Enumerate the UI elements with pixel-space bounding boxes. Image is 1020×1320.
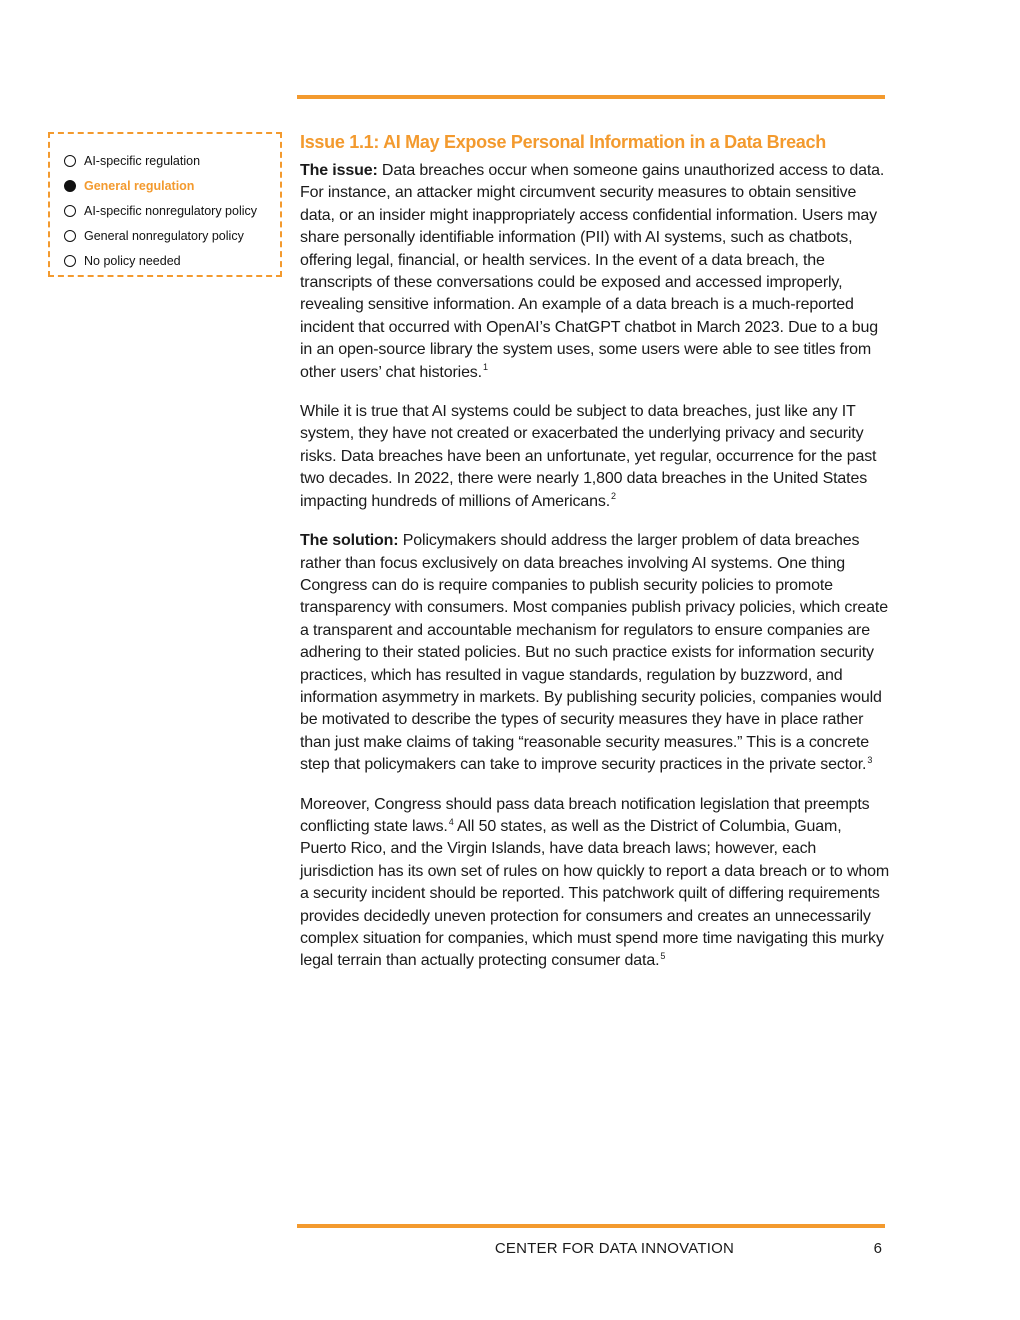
option-label: No policy needed — [84, 253, 181, 268]
preemption-text-b: All 50 states, as well as the District of Columbia, Guam, Puerto Rico, and the Virgin Islands, have data breach laws; however, each jurisdiction has its own set of rules on how quickly to report a data breach or to whom a security incident should be reported. This patchwork quilt of differing requirements provides decidedly uneven protection for consumers and creates an unnecessarily complex situation for companies, which must spend more time navigating this murky legal terrain than actually protecting consumer data. — [300, 817, 890, 970]
policy-type-legend — [48, 132, 282, 277]
radio-empty-icon — [64, 205, 76, 217]
footnote-ref: 4 — [448, 816, 454, 827]
option-label: AI-specific regulation — [84, 153, 201, 168]
page-number: 6 — [873, 1240, 882, 1257]
option-label: General nonregulatory policy — [84, 228, 244, 243]
radio-filled-icon — [64, 180, 76, 192]
footnote-ref: 3 — [867, 754, 873, 765]
option-label: General regulation — [84, 178, 195, 193]
footnote-ref: 1 — [482, 362, 488, 373]
article-body — [300, 128, 890, 990]
preemption-text-a: Moreover, Congress should pass data breach notification legislation that preempts conflicting state laws. — [300, 795, 870, 835]
option-general-nonregulatory-policy — [64, 223, 280, 248]
radio-empty-icon — [64, 255, 76, 267]
radio-empty-icon — [64, 230, 76, 242]
solution-lead: The solution: — [300, 532, 399, 550]
solution-text: Policymakers should address the larger problem of data breaches rather than focus exclusively on data breaches involving AI systems. One thing Congress can do is require companies to publish security policies to promote transparency with consumers. Most companies publish privacy policies, which create a transparent and accountable mechanism for regulators to ensure companies are adhering to their stated policies. But no such practice exists for information security practices, which has resulted in vague standards, regulation by buzzword, and information asymmetry in markets. By publishing security policies, companies would be motivated to describe the types of security measures they have in place rather than just make claims of taking “reasonable security measures.” This is a concrete step that policymakers can take to improve security practices in the private sector. — [300, 532, 888, 774]
option-ai-specific-nonregulatory-policy — [64, 198, 280, 223]
footnote-ref: 2 — [611, 491, 616, 502]
paragraph-solution — [300, 530, 890, 776]
issue-heading: Issue 1.1: AI May Expose Personal Information in a Data Breach — [300, 132, 826, 152]
radio-empty-icon — [64, 155, 76, 167]
paragraph-issue — [300, 160, 890, 384]
paragraph-preemption — [300, 794, 890, 973]
issue-text: Data breaches occur when someone gains unauthorized access to data. For instance, an attacker might circumvent security measures to obtain sensitive data, or an insider might inappropriately access confidential information. Users may share personally identifiable information (PII) with AI systems, such as chatbots, offering legal, financial, or health services. In the event of a data breach, the transcripts of these conversations could be exposed and accessed improperly, revealing sensitive information. An example of a data breach is a much-reported incident that occurred with OpenAI’s ChatGPT chatbot in March 2023. Due to a bug in an open-source library the system uses, some users were able to see titles from other users’ chat histories. — [300, 162, 885, 381]
bottom-divider — [297, 1224, 885, 1228]
option-general-regulation — [64, 173, 280, 198]
option-ai-specific-regulation — [64, 148, 280, 173]
option-no-policy-needed — [64, 248, 280, 273]
footer-organization: CENTER FOR DATA INNOVATION — [494, 1240, 734, 1257]
context-text: While it is true that AI systems could be subject to data breaches, just like any IT system, they have not created or exacerbated the underlying privacy and security risks. Data breaches have been an unfortunate, yet regular, occurrence for the past two decades. In 2022, there were nearly 1,800 data breaches in the United States impacting hundreds of millions of Americans. — [300, 403, 877, 510]
issue-lead: The issue: — [300, 162, 378, 179]
footnote-ref: 5 — [660, 951, 666, 962]
paragraph-context — [300, 401, 890, 513]
option-label: AI-specific nonregulatory policy — [84, 203, 257, 218]
top-divider — [297, 95, 885, 99]
